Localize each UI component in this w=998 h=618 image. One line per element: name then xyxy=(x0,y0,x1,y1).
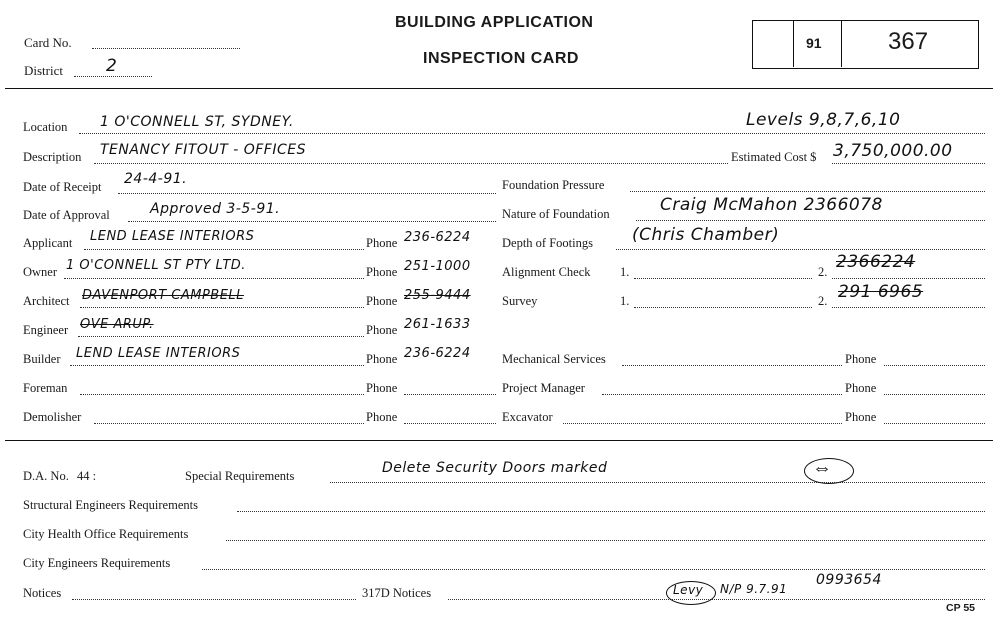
nature-of-foundation-line xyxy=(636,220,985,221)
section-rule xyxy=(5,440,993,441)
excavator-phone-line xyxy=(884,423,985,424)
district-line xyxy=(74,76,152,77)
nature-of-foundation-value: Craig McMahon 2366078 xyxy=(660,195,883,215)
applicant-label: Applicant xyxy=(23,236,73,250)
header-rule xyxy=(5,88,993,89)
city-engineers-label: City Engineers Requirements xyxy=(23,556,171,570)
builder-value: LEND LEASE INTERIORS xyxy=(76,346,241,361)
survey-value-2: 291 6965 xyxy=(838,282,924,302)
title-line-1: BUILDING APPLICATION xyxy=(395,14,594,31)
levy-mark: Levy xyxy=(673,583,704,597)
notices-317d-line xyxy=(448,599,985,600)
approval-label: Date of Approval xyxy=(23,208,110,222)
form-code: CP 55 xyxy=(946,602,975,614)
levy-date: N/P 9.7.91 xyxy=(720,582,788,596)
location-label: Location xyxy=(23,120,68,134)
builder-label: Builder xyxy=(23,352,61,366)
demolisher-phone-line xyxy=(404,423,496,424)
demolisher-label: Demolisher xyxy=(23,410,82,424)
foreman-phone-label: Phone xyxy=(366,381,398,395)
title-line-2: INSPECTION CARD xyxy=(423,50,579,67)
demolisher-line xyxy=(94,423,364,424)
card-number: 367 xyxy=(888,28,929,55)
estimated-cost-value: 3,750,000.00 xyxy=(833,141,953,161)
architect-line xyxy=(80,307,364,308)
applicant-phone-label: Phone xyxy=(366,236,398,250)
alignment-check-line-1 xyxy=(634,278,812,279)
description-value: TENANCY FITOUT - OFFICES xyxy=(100,142,306,158)
city-health-label: City Health Office Requirements xyxy=(23,527,189,541)
owner-value: 1 O'CONNELL ST PTY LTD. xyxy=(66,258,246,273)
demolisher-phone-label: Phone xyxy=(366,410,398,424)
card-number-box xyxy=(752,20,979,69)
location-line xyxy=(79,133,985,134)
year-number: 91 xyxy=(806,35,822,51)
alignment-check-n1: 1. xyxy=(620,265,630,279)
engineer-phone: 261-1633 xyxy=(404,317,471,332)
survey-line-1 xyxy=(634,307,812,308)
special-requirements-label: Special Requirements xyxy=(185,469,295,483)
mechanical-services-label: Mechanical Services xyxy=(502,352,606,366)
doors-mark-arrow-icon: ⇔ xyxy=(812,457,832,479)
levels-value: Levels 9,8,7,6,10 xyxy=(746,110,901,130)
survey-n1: 1. xyxy=(620,294,630,308)
excavator-phone-label: Phone xyxy=(845,410,877,424)
excavator-label: Excavator xyxy=(502,410,553,424)
mechanical-services-line xyxy=(622,365,842,366)
architect-phone-label: Phone xyxy=(366,294,398,308)
engineer-phone-label: Phone xyxy=(366,323,398,337)
engineer-line xyxy=(78,336,364,337)
city-engineers-line xyxy=(202,569,985,570)
location-value: 1 O'CONNELL ST, SYDNEY. xyxy=(100,114,294,130)
alignment-check-label: Alignment Check xyxy=(502,265,591,279)
notices-label: Notices xyxy=(23,586,62,600)
alignment-check-line-2 xyxy=(832,278,985,279)
survey-line-2 xyxy=(832,307,985,308)
architect-value: DAVENPORT CAMPBELL xyxy=(82,288,244,303)
card-no-line xyxy=(92,48,240,49)
foundation-pressure-line xyxy=(630,191,985,192)
levy-number: 0993654 xyxy=(816,572,882,588)
structural-line xyxy=(237,511,985,512)
foreman-label: Foreman xyxy=(23,381,68,395)
owner-line xyxy=(64,278,364,279)
builder-line xyxy=(70,365,364,366)
project-manager-phone-label: Phone xyxy=(845,381,877,395)
notices-line xyxy=(72,599,356,600)
receipt-value: 24-4-91. xyxy=(124,171,188,187)
architect-phone: 255-9444 xyxy=(404,288,471,303)
estimated-cost-label: Estimated Cost $ xyxy=(731,150,817,164)
alignment-check-n2: 2. xyxy=(818,265,828,279)
foundation-pressure-label: Foundation Pressure xyxy=(502,178,605,192)
depth-of-footings-value: (Chris Chamber) xyxy=(632,225,780,245)
description-line xyxy=(94,163,728,164)
receipt-label: Date of Receipt xyxy=(23,180,102,194)
mechanical-services-phone-label: Phone xyxy=(845,352,877,366)
foreman-line xyxy=(80,394,364,395)
description-label: Description xyxy=(23,150,82,164)
owner-phone: 251-1000 xyxy=(404,259,471,274)
approval-line xyxy=(128,221,496,222)
architect-label: Architect xyxy=(23,294,70,308)
engineer-value: OVE ARUP. xyxy=(80,317,154,332)
nature-of-foundation-label: Nature of Foundation xyxy=(502,207,610,221)
special-requirements-value: Delete Security Doors marked xyxy=(382,460,608,476)
excavator-line xyxy=(563,423,842,424)
special-requirements-line xyxy=(330,482,985,483)
notices-317d-label: 317D Notices xyxy=(362,586,432,600)
da-value: 44 : xyxy=(77,469,97,483)
survey-label: Survey xyxy=(502,294,538,308)
builder-phone-label: Phone xyxy=(366,352,398,366)
da-label: D.A. No. xyxy=(23,469,69,483)
project-manager-phone-line xyxy=(884,394,985,395)
approval-value: Approved 3-5-91. xyxy=(150,201,281,217)
structural-label: Structural Engineers Requirements xyxy=(23,498,198,512)
mechanical-services-phone-line xyxy=(884,365,985,366)
owner-phone-label: Phone xyxy=(366,265,398,279)
card-no-label: Card No. xyxy=(24,35,72,50)
district-value: 2 xyxy=(106,56,118,76)
builder-phone: 236-6224 xyxy=(404,346,471,361)
estimated-cost-line xyxy=(832,163,985,164)
engineer-label: Engineer xyxy=(23,323,69,337)
applicant-value: LEND LEASE INTERIORS xyxy=(90,229,255,244)
foreman-phone-line xyxy=(404,394,496,395)
project-manager-label: Project Manager xyxy=(502,381,585,395)
applicant-line xyxy=(84,249,364,250)
receipt-line xyxy=(118,193,496,194)
depth-of-footings-line xyxy=(616,249,985,250)
city-health-line xyxy=(226,540,985,541)
applicant-phone: 236-6224 xyxy=(404,230,471,245)
owner-label: Owner xyxy=(23,265,58,279)
district-label: District xyxy=(24,63,63,78)
alignment-check-value-2: 2366224 xyxy=(836,252,916,272)
project-manager-line xyxy=(602,394,842,395)
survey-n2: 2. xyxy=(818,294,828,308)
depth-of-footings-label: Depth of Footings xyxy=(502,236,593,250)
